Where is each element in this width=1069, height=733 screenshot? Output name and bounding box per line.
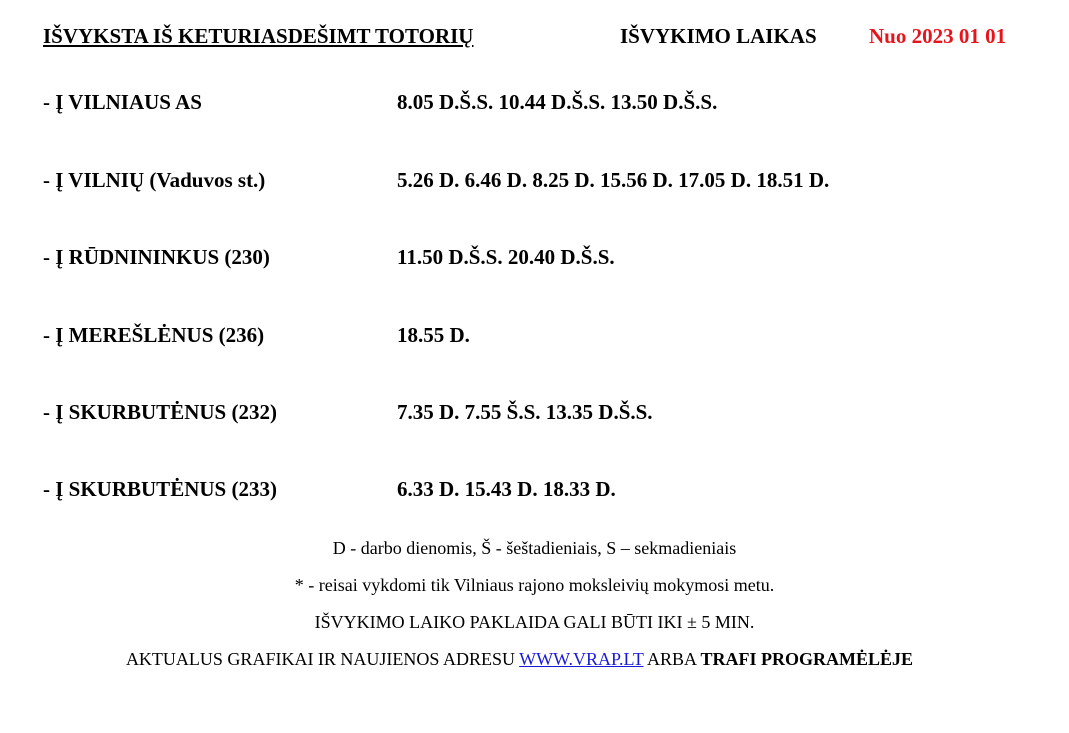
route-destination: - Į SKURBUTĖNUS (233) <box>43 477 277 501</box>
school-trips-note: * - reisai vykdomi tik Vilniaus rajono moksleivių mokymosi metu. <box>294 575 775 595</box>
info-source-note <box>0 647 1069 671</box>
route-row <box>0 90 1069 118</box>
route-row <box>0 168 1069 196</box>
timetable-header <box>0 24 1069 52</box>
route-times: 18.55 D. <box>397 323 470 347</box>
time-tolerance-note: IŠVYKIMO LAIKO PAKLAIDA GALI BŪTI IKI ± 5 MIN. <box>314 612 755 632</box>
trafi-app-name: TRAFI PROGRAMĖLĖJE <box>700 649 914 669</box>
route-destination: - Į VILNIAUS AS <box>43 90 202 114</box>
vrap-website-link[interactable]: WWW.VRAP.LT <box>519 649 644 669</box>
timetable-notes <box>0 536 1069 684</box>
route-row <box>0 400 1069 428</box>
info-prefix: AKTUALUS GRAFIKAI IR NAUJIENOS ADRESU <box>125 649 515 669</box>
route-times: 11.50 D.Š.S. 20.40 D.Š.S. <box>397 245 615 269</box>
route-destination: - Į SKURBUTĖNUS (232) <box>43 400 277 424</box>
valid-from-date: Nuo 2023 01 01 <box>869 24 1007 48</box>
route-destination: - Į VILNIŲ (Vaduvos st.) <box>43 168 266 192</box>
route-times: 6.33 D. 15.43 D. 18.33 D. <box>397 477 616 501</box>
day-code-legend: D - darbo dienomis, Š - šeštadieniais, S – sekmadieniais <box>332 538 737 558</box>
route-row <box>0 477 1069 505</box>
route-destination: - Į MEREŠLĖNUS (236) <box>43 323 265 347</box>
route-row <box>0 245 1069 273</box>
info-middle: ARBA <box>647 649 697 669</box>
route-destination: - Į RŪDNININKUS (230) <box>43 245 270 269</box>
departs-from-title: IŠVYKSTA IŠ KETURIASDEŠIMT TOTORIŲ <box>43 24 474 48</box>
route-times: 5.26 D. 6.46 D. 8.25 D. 15.56 D. 17.05 D. 18.51 D. <box>397 168 830 192</box>
departure-time-heading: IŠVYKIMO LAIKAS <box>620 24 817 48</box>
route-row <box>0 323 1069 351</box>
route-times: 8.05 D.Š.S. 10.44 D.Š.S. 13.50 D.Š.S. <box>397 90 718 114</box>
route-times: 7.35 D. 7.55 Š.S. 13.35 D.Š.S. <box>397 400 653 424</box>
